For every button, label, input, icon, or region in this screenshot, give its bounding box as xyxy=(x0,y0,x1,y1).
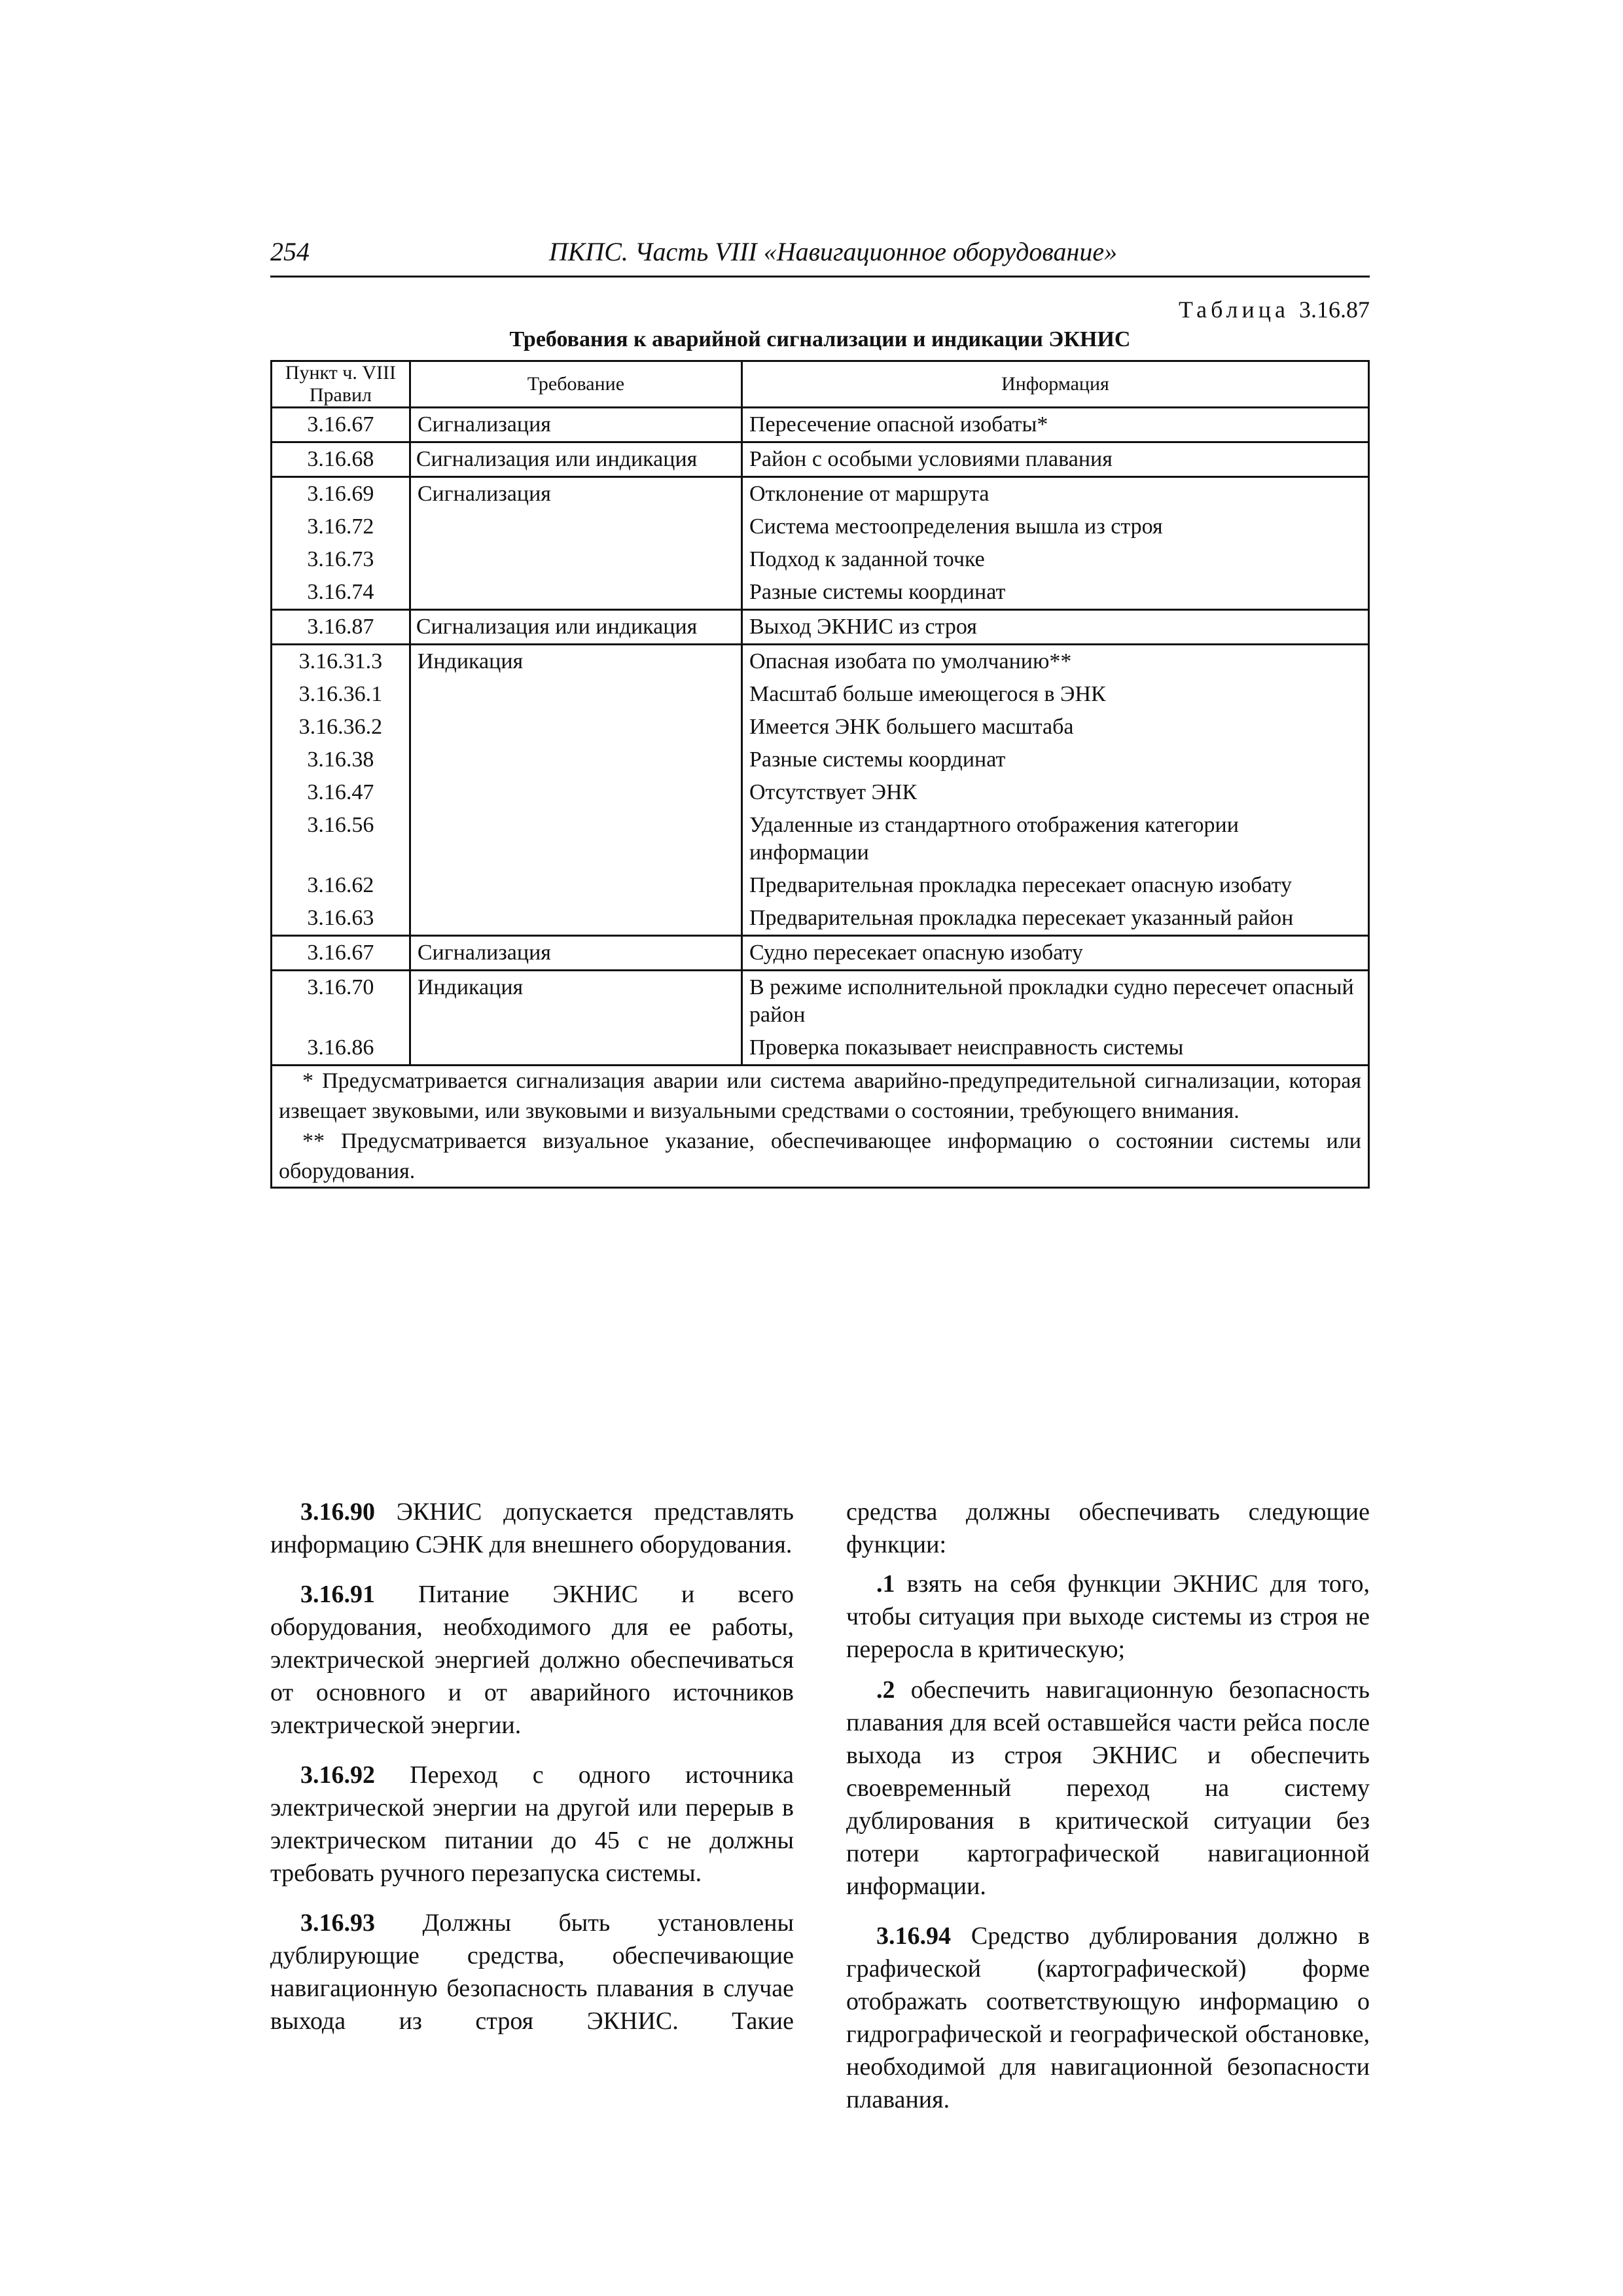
requirement-cell: Индикация xyxy=(410,645,741,936)
clause-code: 3.16.68 xyxy=(307,447,374,471)
info-line: Пересечение опасной изобаты* xyxy=(749,412,1048,437)
clause-number: 3.16.94 xyxy=(876,1922,951,1950)
requirement-cell: Сигнализация xyxy=(410,408,741,442)
clause-cell xyxy=(272,936,410,971)
header-cell-clause xyxy=(272,361,410,408)
paragraph-text: Питание ЭКНИС и всего оборудования, необходимого для ее работы, электрической энергией должно обеспечиваться от основного и от аварийного источников электрической энергии. xyxy=(270,1581,794,1739)
item-text: взять на себя функции ЭКНИС для того, чтобы ситуация при выходе системы из строя не переросла в критическую; xyxy=(846,1570,1370,1663)
clause-code: 3.16.72 xyxy=(307,514,374,539)
info-line: Опасная изобата по умолчанию** xyxy=(749,649,1072,673)
clause-code: 3.16.67 xyxy=(307,941,374,965)
item-number: .1 xyxy=(876,1570,895,1598)
info-line: Система местоопределения вышла из строя xyxy=(749,514,1163,539)
paragraph-text: Средство дублирования должно в графической (картографической) форме отображать соответствующую информацию о гидрографической и географической обстановке, необходимой для навигационной безопасности плавания. xyxy=(846,1922,1370,2113)
header-cell-requirement: Требование xyxy=(410,361,741,408)
header-clause-line1: Пункт ч. VIII xyxy=(285,362,397,384)
footnote-2: ** Предусматривается визуальное указание, обеспечивающее информацию о состоянии системы или оборудования. xyxy=(279,1129,1361,1183)
requirement-cell: Индикация xyxy=(410,971,741,1066)
footnote-cell xyxy=(272,1066,1369,1188)
clause-code: 3.16.86 xyxy=(307,1035,374,1060)
info-line: Отклонение от маршрута xyxy=(749,482,990,506)
clause-cell xyxy=(272,645,410,936)
clause-cell xyxy=(272,442,410,477)
clause-code: 3.16.31.3 xyxy=(298,649,383,673)
clause-cell xyxy=(272,610,410,645)
info-line: Предварительная прокладка пересекает опасную изобату xyxy=(749,873,1293,897)
information-cell xyxy=(741,442,1368,477)
clause-code: 3.16.73 xyxy=(307,547,374,571)
table-row xyxy=(272,645,1369,936)
header-cell-information: Информация xyxy=(741,361,1368,408)
information-cell xyxy=(741,477,1368,610)
table-row xyxy=(272,610,1369,645)
requirement-cell: Сигнализация или индикация xyxy=(410,610,741,645)
info-line: Выход ЭКНИС из строя xyxy=(749,615,977,639)
requirement-cell: Сигнализация или индикация xyxy=(410,442,741,477)
clause-cell xyxy=(272,408,410,442)
footnote-row xyxy=(272,1066,1369,1188)
info-line: Проверка показывает неисправность системы xyxy=(749,1035,1184,1060)
table-row xyxy=(272,936,1369,971)
information-cell xyxy=(741,408,1368,442)
requirement-cell: Сигнализация xyxy=(410,936,741,971)
clause-number: 3.16.92 xyxy=(300,1761,375,1789)
clause-code: 3.16.74 xyxy=(307,580,374,604)
clause-code: 3.16.38 xyxy=(307,747,374,772)
clause-code: 3.16.63 xyxy=(307,906,374,930)
information-cell xyxy=(741,610,1368,645)
requirements-table xyxy=(270,360,1370,1189)
right-column xyxy=(846,1496,1370,2133)
table-caption xyxy=(270,296,1370,323)
paragraph-3-16-94 xyxy=(846,1920,1370,2116)
information-cell xyxy=(741,936,1368,971)
left-column xyxy=(270,1496,794,2133)
info-line: Подход к заданной точке xyxy=(749,547,985,571)
item-text: обеспечить навигационную безопасность плавания для всей оставшейся части рейса после выхода из строя ЭКНИС и обеспечить своевременный переход на систему дублирования в критической ситуации без потери картографической навигационной информации. xyxy=(846,1676,1370,1900)
information-cell xyxy=(741,645,1368,936)
paragraph-3-16-93 xyxy=(270,1907,794,2037)
info-line: Предварительная прокладка пересекает указанный район xyxy=(749,906,1294,930)
clause-code: 3.16.36.2 xyxy=(298,715,383,739)
table-title: Требования к аварийной сигнализации и индикации ЭКНИС xyxy=(509,327,1131,351)
clause-code: 3.16.69 xyxy=(307,482,374,506)
info-line: Район с особыми условиями плавания xyxy=(749,447,1113,471)
info-line: Удаленные из стандартного отображения категории информации xyxy=(749,813,1239,865)
info-line: Судно пересекает опасную изобату xyxy=(749,941,1083,965)
paragraph-3-16-92 xyxy=(270,1759,794,1890)
footnote-1: * Предусматривается сигнализация аварии или система аварийно-предупредительной сигнализации, которая извещает звуковыми, или звуковыми и визуальными средствами о состоянии, требующего внимания. xyxy=(279,1069,1361,1123)
paragraph-3-16-91 xyxy=(270,1578,794,1742)
clause-cell xyxy=(272,477,410,610)
item-number: .2 xyxy=(876,1676,895,1704)
clause-code: 3.16.67 xyxy=(307,412,374,437)
info-line: Имеется ЭНК большего масштаба xyxy=(749,715,1074,739)
page-number: 254 xyxy=(270,237,310,266)
clause-code: 3.16.56 xyxy=(307,813,374,837)
table-caption-number: 3.16.87 xyxy=(1299,296,1370,323)
list-item-1 xyxy=(846,1568,1370,1666)
clause-code: 3.16.87 xyxy=(307,615,374,639)
clause-cell xyxy=(272,971,410,1066)
info-line: Разные системы координат xyxy=(749,580,1006,604)
clause-code: 3.16.62 xyxy=(307,873,374,897)
clause-number: 3.16.90 xyxy=(300,1498,375,1526)
clause-code: 3.16.47 xyxy=(307,780,374,804)
paragraph-text: Переход с одного источника электрической энергии на другой или перерыв в электрическом питании до 45 с не должны требовать ручного перезапуска системы. xyxy=(270,1761,794,1887)
info-line: Разные системы координат xyxy=(749,747,1006,772)
info-line: Масштаб больше имеющегося в ЭНК xyxy=(749,682,1106,706)
table-row xyxy=(272,408,1369,442)
table-row xyxy=(272,971,1369,1066)
paragraph-3-16-90 xyxy=(270,1496,794,1561)
header-title: ПКПС. Часть VIII «Навигационное оборудование» xyxy=(548,237,1118,266)
paragraph-continuation: средства должны обеспечивать следующие функции: xyxy=(846,1498,1370,1558)
table-caption-word: Таблица xyxy=(1179,296,1289,323)
body-columns xyxy=(270,1496,1370,2133)
clause-code: 3.16.36.1 xyxy=(298,682,383,706)
document-page xyxy=(270,232,1370,2113)
info-line: Отсутствует ЭНК xyxy=(749,780,918,804)
requirement-cell: Сигнализация xyxy=(410,477,741,610)
running-header xyxy=(270,232,1370,278)
clause-code: 3.16.70 xyxy=(307,975,374,999)
paragraph-text: ЭКНИС допускается представлять информацию СЭНК для внешнего оборудования. xyxy=(270,1498,794,1558)
table-header-row xyxy=(272,361,1369,408)
header-clause-line2: Правил xyxy=(309,384,372,406)
table-row xyxy=(272,442,1369,477)
list-item-2 xyxy=(846,1674,1370,1903)
clause-number: 3.16.91 xyxy=(300,1581,375,1608)
table-row xyxy=(272,477,1369,610)
clause-number: 3.16.93 xyxy=(300,1909,375,1937)
paragraph-text: Должны быть установлены дублирующие средства, обеспечивающие навигационную безопасность плавания в случае выхода из строя ЭКНИС. Такие xyxy=(270,1909,794,2035)
information-cell xyxy=(741,971,1368,1066)
info-line: В режиме исполнительной прокладки судно пересечет опасный район xyxy=(749,975,1354,1027)
